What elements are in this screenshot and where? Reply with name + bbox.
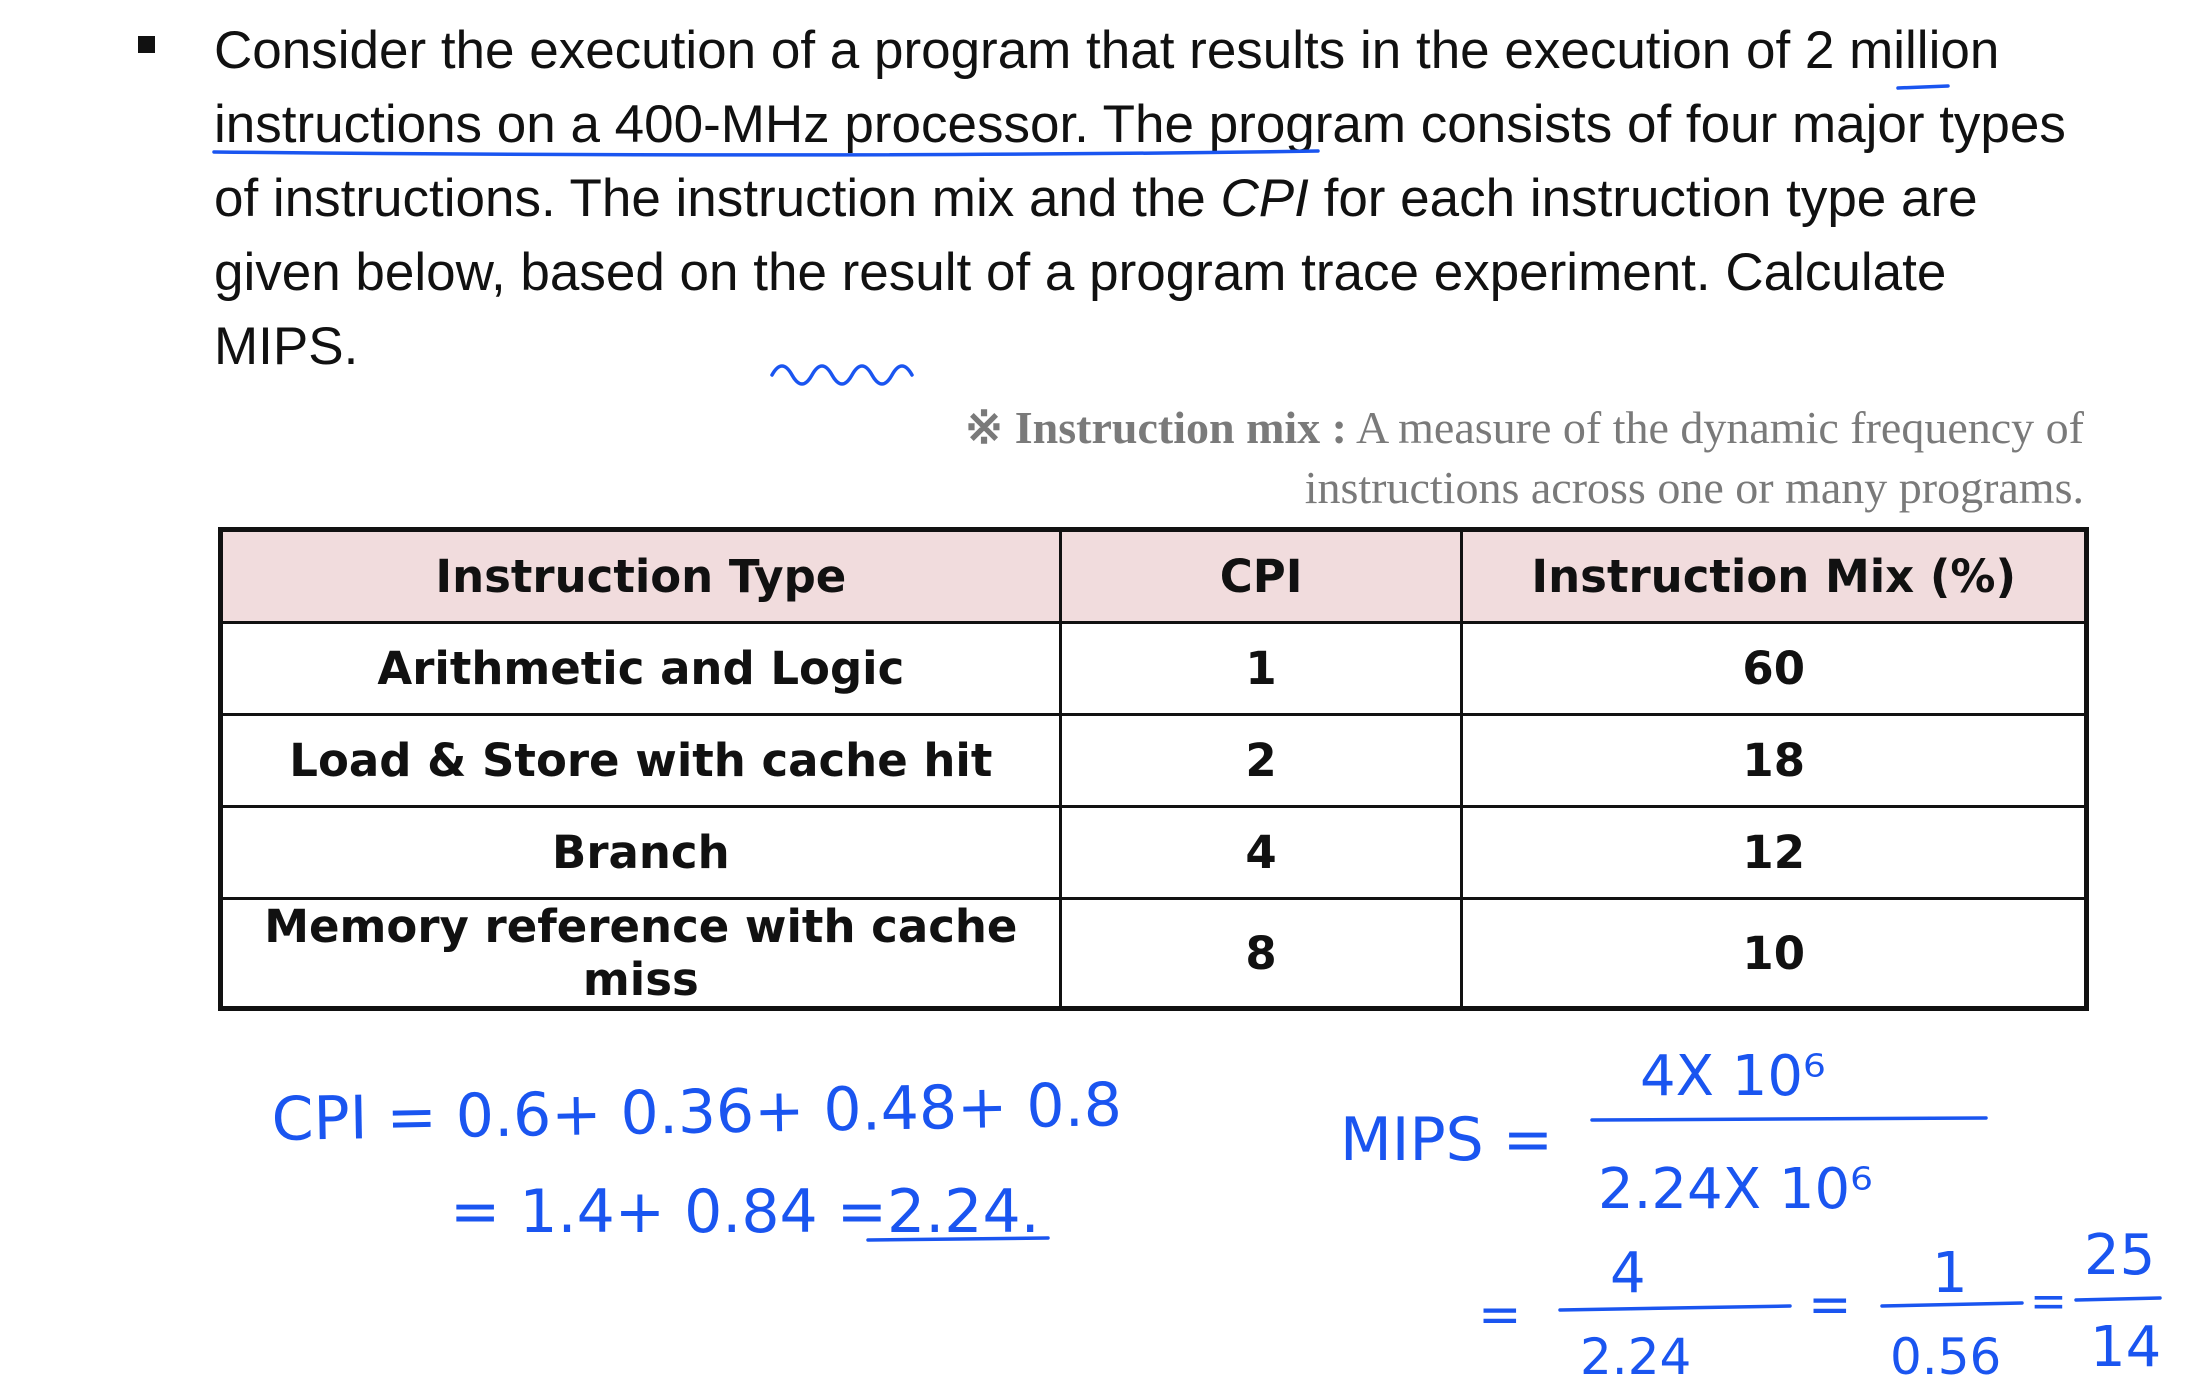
fraction-numerator: 1 — [1932, 1241, 1968, 1306]
square-bullet-icon — [138, 36, 155, 53]
cell-instruction-type: Load & Store with cache hit — [221, 715, 1061, 807]
cell-instruction-mix: 10 — [1462, 899, 2087, 1009]
fraction-denominator: 0.56 — [1890, 1328, 2002, 1386]
fraction-numerator: 25 — [2084, 1223, 2156, 1288]
fraction-numerator: 4 — [1610, 1241, 1646, 1306]
table-row — [221, 623, 2087, 715]
header-cpi: CPI — [1060, 530, 1462, 623]
fraction-denominator: 14 — [2090, 1315, 2162, 1380]
fraction-bar — [2076, 1298, 2160, 1300]
instruction-mix-note — [784, 398, 2084, 518]
fraction-denominator: 2.24 — [1580, 1328, 1692, 1386]
fraction-bar — [1592, 1118, 1986, 1120]
note-heading: ※ Instruction mix : — [964, 402, 1347, 453]
instruction-mix-table — [218, 527, 2089, 1011]
cell-instruction-type: Arithmetic and Logic — [221, 623, 1061, 715]
equals-sign: = — [1478, 1285, 1522, 1345]
note-text: A measure of the dynamic frequency of instructions across one or many programs. — [1304, 402, 2084, 513]
cpi-calc-line1: CPI = 0.6+ 0.36+ 0.48+ 0.8 — [271, 1070, 1123, 1155]
table-row — [221, 807, 2087, 899]
cpi-calc-line2: = 1.4+ 0.84 =2.24. — [450, 1177, 1040, 1247]
table-header-row — [221, 530, 2087, 623]
fraction-bar — [1560, 1306, 1790, 1310]
cell-instruction-mix: 60 — [1462, 623, 2087, 715]
problem-text-part1: Consider the execution of a program that results in the execution of 2 million instructions on a 400-MHz processor. The program consists of four major types of instructions. The instruction mix and the — [214, 21, 2066, 228]
cell-cpi: 4 — [1060, 807, 1462, 899]
problem-text-part2: for each instruction type are given below, based on the result of a program trace experiment. Calculate MIPS. — [214, 169, 1978, 376]
mips-numerator: 4X 10⁶ — [1640, 1044, 1826, 1109]
cell-cpi: 8 — [1060, 899, 1462, 1009]
cpi-term: CPI — [1220, 169, 1309, 228]
equals-sign: = — [2030, 1276, 2067, 1327]
equals-sign: = — [1808, 1275, 1852, 1335]
problem-statement — [214, 14, 2094, 384]
cell-instruction-type: Branch — [221, 807, 1061, 899]
mips-denominator: 2.24X 10⁶ — [1598, 1157, 1873, 1222]
underline-mark — [868, 1238, 1048, 1240]
cell-instruction-mix: 18 — [1462, 715, 2087, 807]
fraction-bar — [1882, 1303, 2022, 1306]
header-instruction-type: Instruction Type — [221, 530, 1061, 623]
cell-instruction-type: Memory reference with cache miss — [221, 899, 1061, 1009]
table-row — [221, 899, 2087, 1009]
header-instruction-mix: Instruction Mix (%) — [1462, 530, 2087, 623]
cell-instruction-mix: 12 — [1462, 807, 2087, 899]
cell-cpi: 2 — [1060, 715, 1462, 807]
mips-label: MIPS = — [1340, 1105, 1554, 1175]
cell-cpi: 1 — [1060, 623, 1462, 715]
table-row — [221, 715, 2087, 807]
